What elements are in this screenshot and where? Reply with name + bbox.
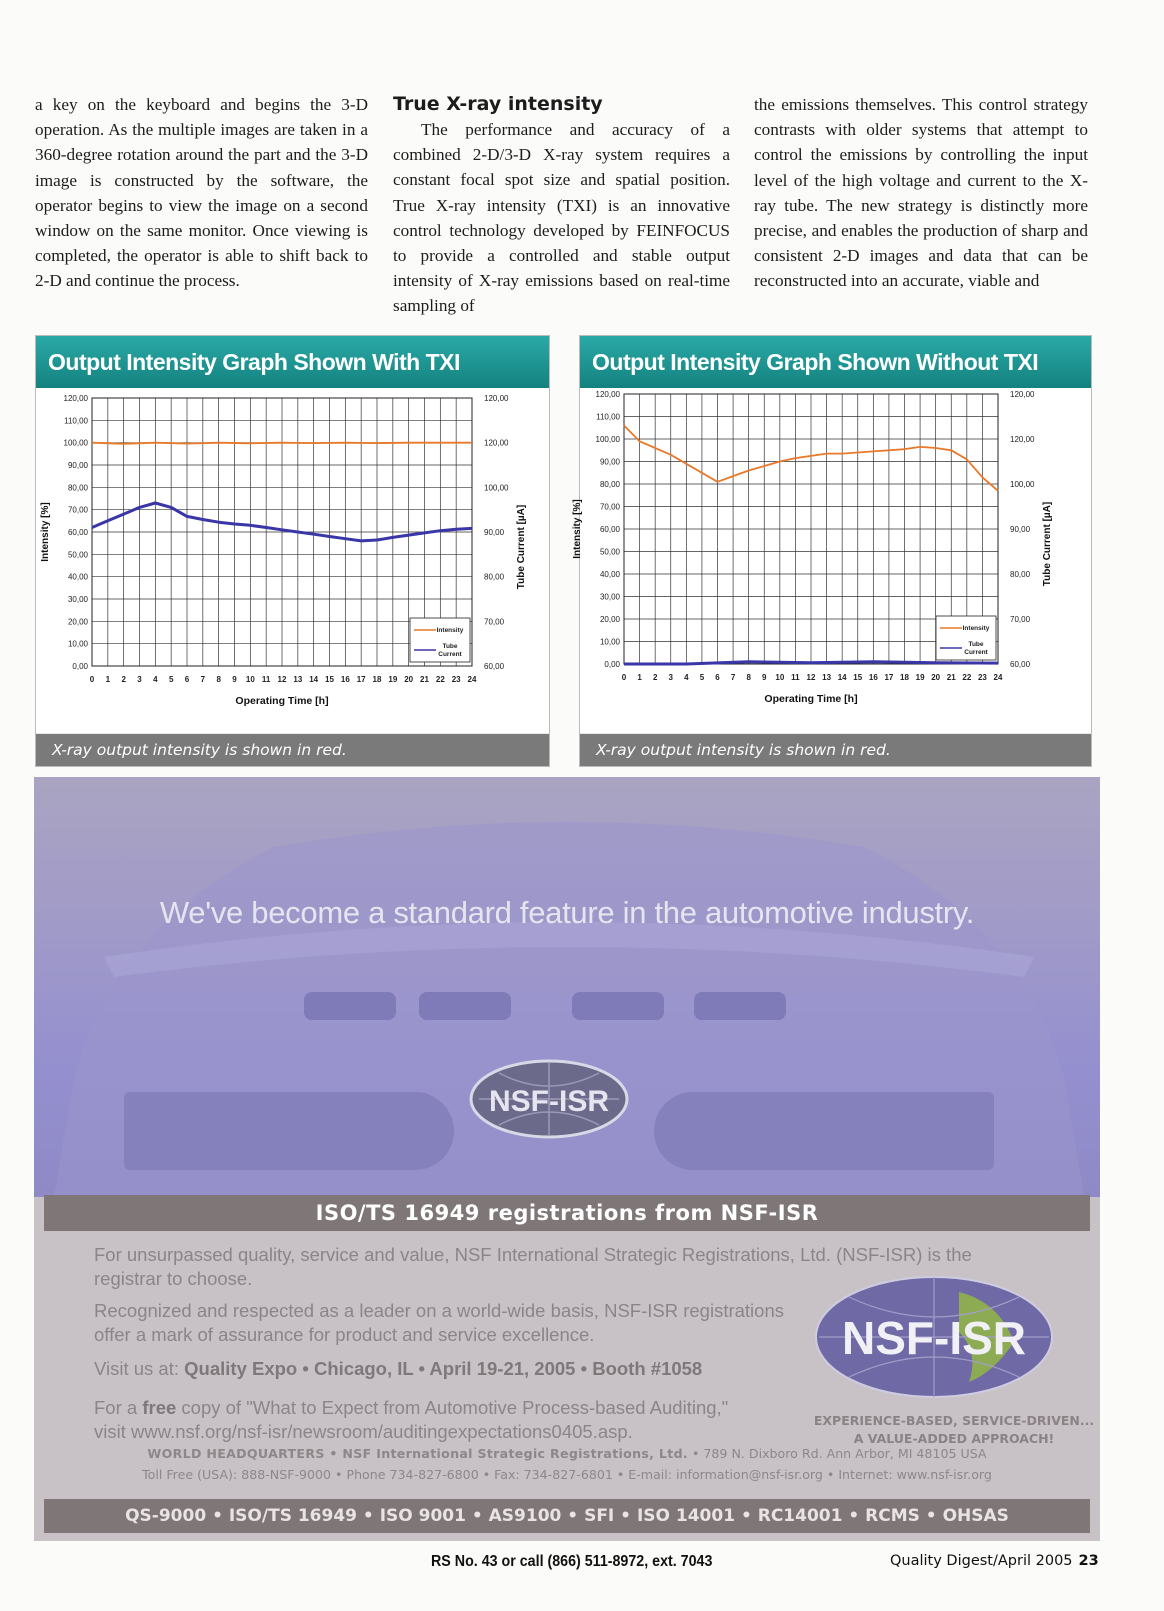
y-tick-label: 100,00 bbox=[595, 435, 620, 444]
y-tick-label: 10,00 bbox=[67, 639, 88, 649]
car-photo bbox=[34, 777, 1100, 1197]
ad-text-bold: free bbox=[142, 1397, 177, 1418]
grille-light bbox=[694, 992, 786, 1020]
article-paragraph: a key on the keyboard and begins the 3-D operation. As the multiple images are taken in a 360-degree rotation around the part and the 3-D image is constructed by the software, the operator begins to view the image on a second window on the same monitor. Once viewing is completed, the operator is able to shift back to 2-D and continue the process. bbox=[35, 95, 368, 291]
nsf-isr-globe-logo bbox=[809, 1272, 1059, 1402]
y-tick-label: 20,00 bbox=[67, 617, 88, 627]
legend-label: Tube bbox=[442, 643, 458, 650]
chart-without-txi bbox=[572, 336, 1091, 766]
grille-light bbox=[419, 992, 511, 1020]
y2-tick-label: 60,00 bbox=[484, 662, 505, 671]
x-tick-label: 19 bbox=[388, 675, 398, 684]
y-tick-label: 100,00 bbox=[63, 438, 88, 448]
ad-event-info: Quality Expo • Chicago, IL • April 19-21, 2005 • Booth #1058 bbox=[184, 1358, 703, 1379]
legend-label: Intensity bbox=[962, 625, 990, 632]
x-tick-label: 13 bbox=[822, 673, 832, 682]
y-axis-label: Intensity [%] bbox=[572, 499, 583, 559]
y-tick-label: 60,00 bbox=[67, 528, 88, 537]
x-tick-label: 18 bbox=[900, 673, 909, 682]
y-tick-label: 90,00 bbox=[599, 457, 620, 467]
x-tick-label: 5 bbox=[699, 673, 705, 682]
y-tick-label: 40,00 bbox=[599, 570, 620, 579]
y2-tick-label: 80,00 bbox=[484, 572, 505, 582]
article-column-2 bbox=[393, 92, 730, 319]
x-tick-label: 4 bbox=[153, 675, 158, 684]
y2-tick-label: 100,00 bbox=[484, 483, 509, 493]
hq-address bbox=[34, 1443, 1100, 1464]
hq-name: WORLD HEADQUARTERS • NSF International Strategic Registrations, Ltd. bbox=[147, 1446, 688, 1461]
y-tick-label: 70,00 bbox=[599, 502, 620, 512]
y-tick-label: 0,00 bbox=[72, 662, 88, 671]
x-tick-label: 2 bbox=[121, 675, 126, 684]
chart-title: Output Intensity Graph Shown Without TXI bbox=[580, 336, 1091, 388]
x-tick-label: 14 bbox=[309, 675, 319, 684]
grille-light bbox=[304, 992, 396, 1020]
x-tick-label: 7 bbox=[730, 673, 736, 682]
chart-svg bbox=[572, 388, 1091, 733]
x-tick-label: 22 bbox=[435, 675, 445, 684]
x-tick-label: 24 bbox=[993, 673, 1003, 682]
x-tick-label: 21 bbox=[420, 675, 429, 684]
x-tick-label: 3 bbox=[668, 673, 673, 682]
y2-tick-label: 120,00 bbox=[484, 438, 509, 448]
x-tick-label: 10 bbox=[775, 673, 785, 682]
y-tick-label: 110,00 bbox=[64, 416, 88, 426]
y2-tick-label: 70,00 bbox=[484, 617, 505, 627]
y2-tick-label: 60,00 bbox=[1010, 660, 1031, 669]
contact-info: Toll Free (USA): 888-NSF-9000 • Phone 734-827-6800 • Fax: 734-827-6801 • E-mail: information@nsf-isr.org • Internet: www.nsf-isr.org bbox=[142, 1467, 992, 1482]
article-column-3 bbox=[754, 92, 1088, 294]
article-paragraph: the emissions themselves. This control strategy contrasts with older systems that attempt to control the emissions by controlling the input level of the high voltage and current to the X-ray tube. The new strategy is distinctly more precise, and enables the production of sharp and consistent 2-D images and data that can be reconstructed into an accurate, viable and bbox=[754, 95, 1088, 291]
y-tick-label: 70,00 bbox=[67, 505, 88, 515]
ad-paragraph-3 bbox=[94, 1357, 814, 1381]
y-tick-label: 50,00 bbox=[599, 547, 620, 557]
nsf-isr-advertisement bbox=[34, 777, 1100, 1541]
x-tick-label: 17 bbox=[884, 673, 894, 682]
x-tick-label: 8 bbox=[746, 673, 751, 682]
ad-text: copy of "What to Expect from Automotive Process-based Auditing," bbox=[176, 1397, 729, 1418]
x-tick-label: 20 bbox=[404, 675, 414, 684]
x-tick-label: 18 bbox=[372, 675, 382, 684]
y-tick-label: 110,00 bbox=[596, 412, 620, 422]
x-tick-label: 13 bbox=[293, 675, 303, 684]
y-axis-label: Intensity [%] bbox=[40, 502, 51, 562]
page-number: 23 bbox=[1078, 1553, 1099, 1569]
ad-paragraph-2: Recognized and respected as a leader on a world-wide basis, NSF-ISR registrations offer a mark of assurance for product and service excellence. bbox=[94, 1300, 784, 1345]
x-tick-label: 22 bbox=[962, 673, 972, 682]
y2-tick-label: 100,00 bbox=[1010, 480, 1035, 489]
y2-tick-label: 120,00 bbox=[1010, 390, 1035, 399]
chart-plot-area bbox=[572, 388, 1091, 733]
x-tick-label: 8 bbox=[216, 675, 221, 684]
y2-tick-label: 90,00 bbox=[1010, 525, 1031, 534]
x-tick-label: 12 bbox=[277, 675, 287, 684]
ad-band-title: ISO/TS 16949 registrations from NSF-ISR bbox=[44, 1195, 1090, 1231]
x-tick-label: 3 bbox=[137, 675, 142, 684]
x-tick-label: 16 bbox=[868, 673, 878, 682]
y-tick-label: 40,00 bbox=[67, 572, 88, 582]
y-tick-label: 0,00 bbox=[604, 660, 620, 669]
x-tick-label: 11 bbox=[791, 673, 800, 682]
ad-url: visit www.nsf.org/nsf-isr/newsroom/auditingexpectations0405.asp. bbox=[94, 1421, 633, 1442]
section-heading: True X-ray intensity bbox=[393, 93, 603, 115]
x-tick-label: 19 bbox=[915, 673, 925, 682]
y-tick-label: 20,00 bbox=[599, 615, 620, 624]
grille-light bbox=[572, 992, 664, 1020]
chart-title: Output Intensity Graph Shown With TXI bbox=[36, 336, 549, 388]
x-tick-label: 14 bbox=[837, 673, 847, 682]
chart-caption: X-ray output intensity is shown in red. bbox=[36, 734, 549, 766]
chart-plot-area bbox=[36, 388, 549, 733]
x-tick-label: 6 bbox=[715, 673, 720, 682]
y2-tick-label: 120,00 bbox=[484, 394, 509, 403]
y2-tick-label: 80,00 bbox=[1010, 570, 1031, 579]
x-tick-label: 1 bbox=[105, 675, 111, 684]
article-column-1 bbox=[35, 92, 368, 294]
ad-paragraph-4 bbox=[94, 1396, 814, 1444]
ad-text: For a bbox=[94, 1397, 143, 1418]
y2-tick-label: 90,00 bbox=[484, 528, 505, 537]
hq-street: • 789 N. Dixboro Rd. Ann Arbor, MI 48105 USA bbox=[687, 1446, 987, 1461]
x-tick-label: 0 bbox=[89, 675, 95, 684]
x-tick-label: 17 bbox=[356, 675, 366, 684]
y-tick-label: 10,00 bbox=[599, 637, 620, 647]
x-tick-label: 6 bbox=[184, 675, 190, 684]
x-tick-label: 4 bbox=[684, 673, 689, 682]
reader-service-line: RS No. 43 or call (866) 511-8972, ext. 7043 bbox=[431, 1553, 713, 1570]
series-line-tube-current bbox=[624, 662, 998, 664]
y-tick-label: 80,00 bbox=[67, 483, 88, 493]
y2-axis-label: Tube Current [µA] bbox=[1042, 501, 1053, 587]
legend-label: Current bbox=[964, 649, 988, 656]
x-tick-label: 16 bbox=[340, 675, 350, 684]
chart-svg bbox=[36, 388, 549, 733]
fog-lamp-right bbox=[654, 1092, 994, 1170]
slogan-line: EXPERIENCE-BASED, SERVICE-DRIVEN... bbox=[813, 1413, 1095, 1428]
y-tick-label: 120,00 bbox=[595, 390, 620, 399]
legend-label: Tube bbox=[968, 641, 984, 648]
x-tick-label: 21 bbox=[946, 673, 956, 682]
x-tick-label: 0 bbox=[621, 673, 627, 682]
y-tick-label: 30,00 bbox=[67, 595, 88, 604]
y2-tick-label: 120,00 bbox=[1010, 435, 1035, 444]
ad-visit-label: Visit us at: bbox=[94, 1358, 185, 1379]
x-tick-label: 24 bbox=[467, 675, 477, 684]
x-tick-label: 23 bbox=[451, 675, 461, 684]
x-tick-label: 1 bbox=[637, 673, 642, 682]
logo-text: NSF-ISR bbox=[842, 1312, 1026, 1364]
y-tick-label: 120,00 bbox=[63, 394, 88, 403]
x-tick-label: 9 bbox=[762, 673, 767, 682]
x-axis-label: Operating Time [h] bbox=[764, 693, 858, 705]
x-tick-label: 15 bbox=[325, 675, 334, 684]
badge-text: NSF-ISR bbox=[489, 1085, 609, 1118]
publication-name: Quality Digest/April 2005 bbox=[890, 1553, 1073, 1569]
y-tick-label: 50,00 bbox=[67, 550, 88, 560]
x-tick-label: 5 bbox=[168, 675, 174, 684]
y2-axis-label: Tube Current [µA] bbox=[516, 504, 527, 590]
y-tick-label: 60,00 bbox=[599, 525, 620, 534]
y-tick-label: 90,00 bbox=[67, 461, 88, 470]
y-tick-label: 30,00 bbox=[599, 592, 620, 602]
chart-caption: X-ray output intensity is shown in red. bbox=[580, 734, 1091, 766]
page-folio bbox=[890, 1553, 1099, 1569]
y-tick-label: 80,00 bbox=[599, 480, 620, 489]
ad-paragraph-1: For unsurpassed quality, service and value, NSF International Strategic Registrations, Ltd. (NSF-ISR) is the registrar to choose. bbox=[94, 1244, 972, 1289]
x-tick-label: 2 bbox=[652, 673, 658, 682]
legend-label: Intensity bbox=[436, 627, 464, 634]
ad-headline: We've become a standard feature in the automotive industry. bbox=[159, 895, 975, 930]
x-tick-label: 9 bbox=[232, 675, 237, 684]
nsf-isr-badge-icon bbox=[469, 1059, 629, 1139]
x-tick-label: 11 bbox=[261, 675, 271, 684]
x-axis-label: Operating Time [h] bbox=[235, 695, 329, 707]
x-tick-label: 7 bbox=[200, 675, 206, 684]
chart-with-txi bbox=[36, 336, 549, 766]
x-tick-label: 12 bbox=[806, 673, 816, 682]
slogan-line: A VALUE-ADDED APPROACH! bbox=[853, 1431, 1055, 1446]
x-tick-label: 15 bbox=[853, 673, 863, 682]
x-tick-label: 20 bbox=[931, 673, 941, 682]
x-tick-label: 23 bbox=[977, 673, 987, 682]
ad-standards-band: QS-9000 • ISO/TS 16949 • ISO 9001 • AS9100 • SFI • ISO 14001 • RC14001 • RCMS • OHSAS bbox=[44, 1499, 1090, 1533]
x-tick-label: 10 bbox=[245, 675, 255, 684]
legend-label: Current bbox=[438, 651, 462, 658]
ad-contact-block bbox=[34, 1443, 1100, 1485]
article-paragraph: The performance and accuracy of a combined 2-D/3-D X-ray system requires a constant focal spot size and spatial position. True X-ray intensity (TXI) is an innovative control technology developed by FEINFOCUS to provide a controlled and stable output intensity of X-ray emissions based on real-time sampling of bbox=[393, 120, 730, 316]
fog-lamp-left bbox=[124, 1092, 454, 1170]
y2-tick-label: 70,00 bbox=[1010, 615, 1031, 624]
